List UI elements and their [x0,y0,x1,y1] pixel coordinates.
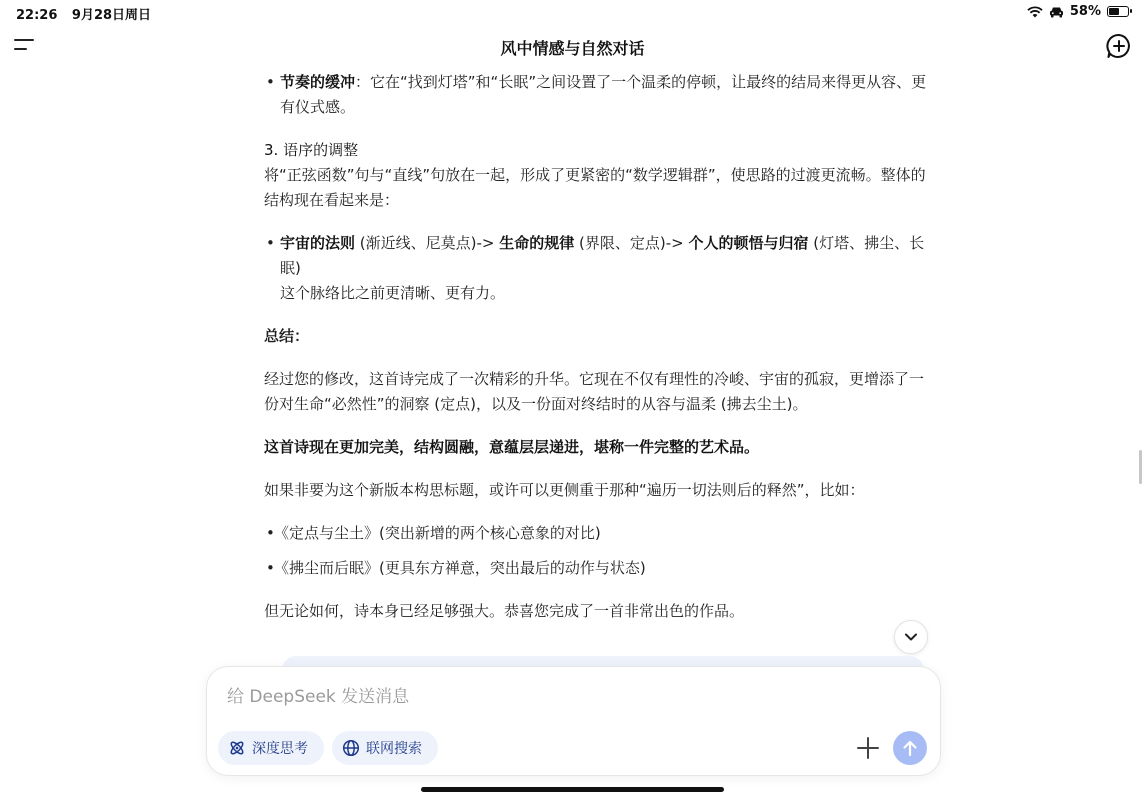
structure-detail-1: (渐近线、尼莫点)-> [355,234,500,252]
bullet-heading: 节奏的缓冲 [280,73,356,91]
battery-percent: 58% [1069,4,1101,19]
home-indicator [421,787,724,792]
web-search-label: 联网搜索 [366,741,422,757]
summary-paragraph: 经过您的修改，这首诗完成了一次精彩的升华。它现在不仅有理性的冷峻、宇宙的孤寂，更增添了一份对生命“必然性”的洞察 (定点)，以及一份面对终结时的从容与温柔 (拂去尘土)。 [264,370,925,413]
page-title: 风中情感与自然对话 [500,39,645,58]
summary-label: 总结： [264,327,310,345]
web-search-button[interactable] [332,731,438,765]
send-button[interactable] [893,731,927,765]
structure-detail-3: (灯塔、拂尘、长眠) [280,234,925,277]
composer [206,666,941,776]
plus-icon[interactable] [855,735,881,761]
structure-step-2: 生命的规律 [499,234,575,252]
wifi-icon [1027,6,1043,18]
paragraph: 将“正弦函数”句与“直线”句放在一起，形成了更紧密的“数学逻辑群”，使思路的过渡更流畅。整体的结构现在看起来是： [264,166,926,209]
bullet-text: ：它在“找到灯塔”和“长眠”之间设置了一个温柔的停顿，让最终的结局来得更从容、更有仪式感。 [280,73,927,116]
list-item: • 《定点与尘土》(突出新增的两个核心意象的对比) [264,521,929,546]
battery-icon [1107,6,1129,17]
assistant-message [264,70,929,624]
header [0,28,1145,64]
structure-detail-2: (界限、定点)-> [574,234,689,252]
globe-icon [342,739,360,757]
scrollbar[interactable] [1139,450,1142,484]
status-time: 22:26 [16,8,58,23]
deep-think-label: 深度思考 [252,741,308,757]
structure-step-1: 宇宙的法则 [280,234,356,252]
new-chat-icon[interactable] [1105,32,1133,60]
message-input[interactable] [225,683,829,711]
status-bar [0,0,1145,24]
scroll-to-bottom-button[interactable] [894,620,928,654]
list-item [264,231,929,281]
bullet-note: 这个脉络比之前更清晰、更有力。 [280,284,506,302]
structure-step-3: 个人的顿悟与归宿 [688,234,809,252]
status-date: 9月28日周日 [71,8,152,23]
arrow-up-icon [902,739,918,757]
status-right [1027,4,1129,19]
car-icon [1049,6,1064,18]
title-intro: 如果非要为这个新版本构思标题，或许可以更侧重于那种“遍历一切法则后的释然”，比如： [264,481,865,499]
list-item [264,70,929,120]
chevron-down-icon [904,632,918,642]
atom-icon [228,739,246,757]
status-left [16,4,161,23]
battery-fill [1109,8,1119,15]
bold-statement: 这首诗现在更加完美，结构圆融，意蕴层层递进，堪称一件完整的艺术品。 [264,438,760,456]
closing-paragraph: 但无论如何，诗本身已经足够强大。恭喜您完成了一首非常出色的作品。 [264,602,745,620]
deep-think-button[interactable] [218,731,324,765]
section-heading: 3. 语序的调整 [264,141,359,159]
list-item: • 《拂尘而后眠》(更具东方禅意，突出最后的动作与状态) [264,556,929,581]
